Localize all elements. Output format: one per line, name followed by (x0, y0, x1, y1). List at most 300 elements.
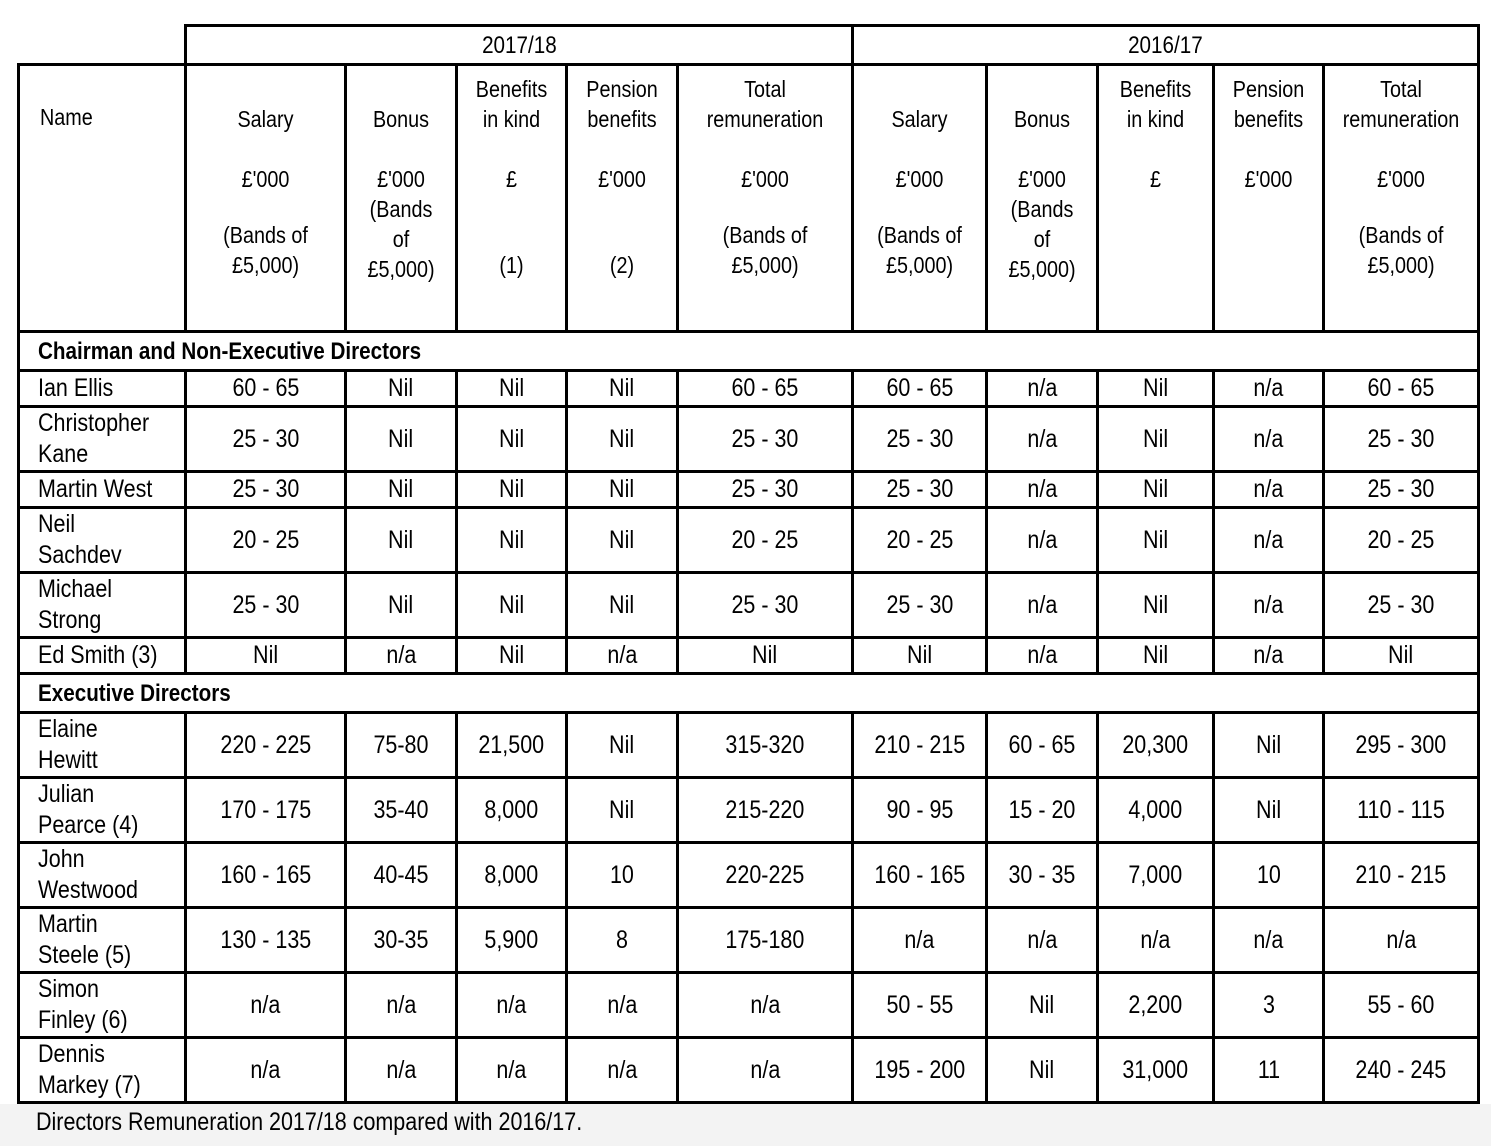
value-cell (678, 371, 853, 407)
value-cell (987, 713, 1098, 778)
column-header (346, 65, 457, 332)
value-cell (1324, 973, 1479, 1038)
value-text: n/a (250, 990, 281, 1019)
column-header (186, 65, 346, 332)
value-text: 25 - 30 (886, 475, 953, 503)
value-cell (457, 908, 567, 973)
value-cell (678, 407, 853, 472)
value-cell (186, 638, 346, 674)
value-text: 130 - 135 (220, 925, 311, 954)
value-text: 210 - 215 (1355, 860, 1447, 889)
column-header-unit: £'000 (241, 166, 290, 192)
column-header-title: Benefits in kind (1119, 76, 1192, 132)
column-header-unit: £'000 (741, 166, 789, 192)
value-cell (346, 908, 457, 973)
table-row (19, 973, 1479, 1038)
value-text: Nil (388, 475, 414, 503)
value-cell (1324, 371, 1479, 407)
value-cell (346, 371, 457, 407)
value-text: 8,000 (484, 795, 539, 824)
value-cell (567, 573, 678, 638)
value-text: 20 - 25 (232, 525, 299, 554)
value-text: Nil (609, 475, 635, 503)
table-row (19, 573, 1479, 638)
value-text: Nil (1142, 590, 1169, 619)
value-text: Nil (609, 590, 635, 619)
value-cell (987, 472, 1098, 508)
value-text: Nil (1142, 525, 1169, 554)
value-text: Nil (1029, 1055, 1055, 1084)
value-text: n/a (1027, 590, 1057, 619)
director-name: Elaine Hewitt (38, 715, 98, 774)
value-cell (987, 508, 1098, 573)
value-cell (678, 908, 853, 973)
director-name-cell (19, 713, 186, 778)
value-text: 25 - 30 (232, 424, 299, 453)
section-title-text: Executive Directors (38, 679, 231, 707)
value-cell (853, 573, 987, 638)
value-text: 160 - 165 (220, 860, 311, 889)
value-text: n/a (1253, 590, 1284, 619)
value-text: 25 - 30 (731, 590, 799, 619)
value-text: 60 - 65 (886, 374, 953, 402)
value-text: 20,300 (1122, 730, 1189, 759)
value-cell (1214, 407, 1324, 472)
value-cell (1098, 778, 1214, 843)
value-cell (1214, 638, 1324, 674)
value-text: n/a (386, 990, 416, 1019)
value-text: n/a (1027, 475, 1057, 503)
value-cell (567, 508, 678, 573)
table-row (19, 407, 1479, 472)
value-text: 25 - 30 (1367, 424, 1435, 453)
value-cell (186, 973, 346, 1038)
value-text: n/a (496, 990, 527, 1019)
value-text: Nil (609, 730, 635, 759)
value-cell (1214, 713, 1324, 778)
value-cell (567, 1038, 678, 1103)
value-cell (186, 843, 346, 908)
table-row (19, 371, 1479, 407)
value-cell (186, 713, 346, 778)
table-row (19, 472, 1479, 508)
value-text: 3 (1262, 990, 1275, 1019)
value-cell (1324, 638, 1479, 674)
value-cell (1324, 573, 1479, 638)
value-text: Nil (498, 374, 525, 402)
value-cell (678, 778, 853, 843)
value-cell (186, 472, 346, 508)
value-cell (346, 508, 457, 573)
value-text: 25 - 30 (232, 475, 299, 503)
value-text: 11 (1257, 1055, 1280, 1084)
value-text: 10 (610, 860, 634, 889)
value-text: 170 - 175 (220, 795, 311, 824)
value-text: n/a (1253, 925, 1284, 954)
value-cell (186, 778, 346, 843)
value-cell (678, 973, 853, 1038)
value-text: 35-40 (373, 795, 429, 824)
column-header (1214, 65, 1324, 332)
value-text: 160 - 165 (874, 860, 965, 889)
value-text: Nil (498, 525, 525, 554)
value-text: Nil (388, 590, 414, 619)
value-text: 20 - 25 (1367, 525, 1435, 554)
value-cell (567, 713, 678, 778)
value-cell (1098, 1038, 1214, 1103)
value-cell (1214, 573, 1324, 638)
value-cell (567, 472, 678, 508)
value-cell (1214, 1038, 1324, 1103)
director-name-cell (19, 1038, 186, 1103)
director-name: Michael Strong (38, 575, 113, 634)
value-cell (1324, 508, 1479, 573)
column-header-title: Total remuneration (1342, 76, 1460, 132)
value-cell (1098, 472, 1214, 508)
value-text: 25 - 30 (731, 475, 799, 503)
value-text: Nil (752, 641, 778, 669)
value-cell (457, 472, 567, 508)
column-header-row (19, 65, 1479, 332)
value-cell (678, 472, 853, 508)
value-cell (853, 508, 987, 573)
value-cell (1324, 778, 1479, 843)
value-text: n/a (1027, 424, 1057, 453)
value-text: Nil (1255, 795, 1282, 824)
value-text: 25 - 30 (731, 424, 799, 453)
value-text: Nil (498, 590, 525, 619)
value-cell (457, 407, 567, 472)
value-cell (346, 1038, 457, 1103)
value-text: n/a (607, 1055, 637, 1084)
value-cell (853, 713, 987, 778)
value-text: Nil (498, 475, 525, 503)
table-row (19, 908, 1479, 973)
value-text: 90 - 95 (886, 795, 953, 824)
director-name: Neil Sachdev (38, 510, 122, 569)
value-cell (853, 1038, 987, 1103)
value-text: n/a (904, 925, 935, 954)
value-text: Nil (1388, 641, 1414, 669)
value-cell (346, 638, 457, 674)
director-name: John Westwood (38, 845, 138, 904)
value-text: 20 - 25 (731, 525, 799, 554)
value-text: 8,000 (484, 860, 539, 889)
value-text: 60 - 65 (1367, 374, 1435, 402)
value-cell (853, 908, 987, 973)
column-header (1324, 65, 1479, 332)
column-header-note: (Bands of £5,000) (877, 222, 962, 278)
value-cell (186, 407, 346, 472)
table-row (19, 713, 1479, 778)
value-cell (987, 843, 1098, 908)
value-text: 315-320 (725, 730, 805, 759)
column-header-unit: £'000 (Bands of £5,000) (1008, 166, 1076, 282)
value-cell (186, 371, 346, 407)
value-cell (346, 407, 457, 472)
value-text: 10 (1256, 860, 1281, 889)
value-text: n/a (607, 990, 637, 1019)
value-cell (346, 778, 457, 843)
column-header-unit: £ (505, 166, 517, 192)
table-caption: Directors Remuneration 2017/18 compared with 2016/17. (36, 1108, 583, 1136)
value-cell (678, 508, 853, 573)
value-text: Nil (1142, 475, 1169, 503)
value-cell (1214, 508, 1324, 573)
director-name-cell (19, 778, 186, 843)
value-text: n/a (1253, 641, 1284, 669)
value-cell (987, 407, 1098, 472)
value-text: Nil (498, 641, 525, 669)
value-cell (853, 371, 987, 407)
value-cell (853, 407, 987, 472)
column-header-title: Pension benefits (586, 76, 658, 132)
director-name: Dennis Markey (7) (38, 1040, 141, 1099)
table-row (19, 1038, 1479, 1103)
value-text: n/a (1253, 374, 1284, 402)
value-cell (678, 573, 853, 638)
value-text: n/a (386, 641, 416, 669)
table-row (19, 843, 1479, 908)
value-cell (987, 1038, 1098, 1103)
value-cell (567, 371, 678, 407)
director-name-cell (19, 573, 186, 638)
value-cell (1098, 713, 1214, 778)
value-cell (457, 778, 567, 843)
value-text: 60 - 65 (232, 374, 299, 402)
value-text: 40-45 (373, 860, 429, 889)
value-text: n/a (1027, 641, 1057, 669)
column-header-title: Total remuneration (706, 76, 824, 132)
director-name: Ian Ellis (38, 374, 114, 402)
column-header-title: Pension benefits (1232, 76, 1305, 132)
value-cell (1214, 973, 1324, 1038)
column-header (678, 65, 853, 332)
value-cell (567, 407, 678, 472)
value-text: 25 - 30 (886, 590, 953, 619)
value-cell (1098, 573, 1214, 638)
value-text: 295 - 300 (1355, 730, 1447, 759)
value-text: Nil (252, 641, 279, 669)
value-cell (457, 1038, 567, 1103)
column-header-title: Bonus (372, 106, 430, 132)
value-cell (1098, 508, 1214, 573)
table-row (19, 638, 1479, 674)
value-text: 110 - 115 (1357, 795, 1445, 824)
year-header-2017-18: 2017/18 (186, 26, 853, 65)
section-header-row (19, 332, 1479, 371)
remuneration-table (17, 24, 1480, 1104)
value-cell (457, 973, 567, 1038)
value-text: Nil (1142, 424, 1169, 453)
value-text: Nil (1142, 374, 1169, 402)
value-cell (457, 713, 567, 778)
value-cell (186, 573, 346, 638)
value-cell (567, 973, 678, 1038)
director-name-cell (19, 407, 186, 472)
value-text: n/a (386, 1055, 416, 1084)
value-text: Nil (388, 374, 414, 402)
column-header-note: (Bands of £5,000) (722, 222, 808, 278)
value-text: 15 - 20 (1008, 795, 1076, 824)
director-name: Martin Steele (5) (38, 910, 132, 969)
column-header (457, 65, 567, 332)
value-cell (1214, 778, 1324, 843)
value-text: 4,000 (1128, 795, 1183, 824)
director-name-cell (19, 508, 186, 573)
value-cell (1214, 472, 1324, 508)
director-name: Simon Finley (6) (38, 975, 128, 1034)
director-name-cell (19, 843, 186, 908)
value-text: n/a (1027, 925, 1057, 954)
column-header-title: Salary (891, 106, 948, 132)
value-cell (457, 638, 567, 674)
value-text: 240 - 245 (1355, 1055, 1447, 1084)
value-text: 220 - 225 (220, 730, 311, 759)
column-header-unit: £'000 (Bands of £5,000) (367, 166, 435, 282)
column-header-note: (2) (609, 252, 635, 278)
director-name: Christopher Kane (38, 409, 150, 468)
value-cell (1098, 908, 1214, 973)
column-header-note: (1) (499, 252, 524, 278)
value-cell (1098, 371, 1214, 407)
value-text: 20 - 25 (886, 525, 953, 554)
value-cell (1214, 371, 1324, 407)
value-cell (1324, 1038, 1479, 1103)
value-text: Nil (388, 424, 414, 453)
value-cell (567, 908, 678, 973)
value-text: 195 - 200 (874, 1055, 965, 1084)
value-text: 210 - 215 (874, 730, 965, 759)
section-title (19, 674, 1479, 713)
director-name-cell (19, 638, 186, 674)
value-text: n/a (607, 641, 637, 669)
value-text: n/a (496, 1055, 527, 1084)
value-cell (987, 908, 1098, 973)
value-text: 55 - 60 (1367, 990, 1435, 1019)
value-cell (987, 371, 1098, 407)
value-cell (853, 472, 987, 508)
value-cell (1098, 843, 1214, 908)
value-text: Nil (1255, 730, 1282, 759)
column-header (987, 65, 1098, 332)
table-row (19, 508, 1479, 573)
column-header-unit: £'000 (895, 166, 944, 192)
value-cell (853, 778, 987, 843)
column-header-title: Salary (237, 106, 294, 132)
value-text: 60 - 65 (1008, 730, 1076, 759)
value-text: 8 (616, 925, 628, 954)
value-text: 25 - 30 (1367, 590, 1435, 619)
value-cell (346, 713, 457, 778)
value-cell (346, 472, 457, 508)
value-cell (1324, 407, 1479, 472)
value-cell (1098, 973, 1214, 1038)
value-cell (457, 508, 567, 573)
value-text: n/a (1386, 925, 1416, 954)
year-header-row (19, 26, 1479, 65)
value-text: n/a (1253, 424, 1284, 453)
value-text: 50 - 55 (886, 990, 953, 1019)
column-header-title: Bonus (1013, 106, 1071, 132)
value-cell (567, 843, 678, 908)
value-text: Nil (609, 374, 635, 402)
value-cell (853, 638, 987, 674)
value-cell (987, 573, 1098, 638)
value-cell (678, 843, 853, 908)
value-text: n/a (1027, 374, 1057, 402)
column-header-unit: £'000 (1244, 166, 1293, 192)
column-header (853, 65, 987, 332)
value-cell (457, 371, 567, 407)
value-cell (457, 573, 567, 638)
value-text: n/a (1253, 475, 1284, 503)
value-text: n/a (750, 990, 780, 1019)
value-cell (1324, 843, 1479, 908)
value-cell (567, 778, 678, 843)
value-cell (1324, 713, 1479, 778)
value-text: Nil (1029, 990, 1055, 1019)
value-text: 25 - 30 (232, 590, 299, 619)
value-text: 21,500 (478, 730, 545, 759)
name-column-header: Name (19, 65, 186, 332)
column-header-note: (Bands of £5,000) (1358, 222, 1444, 278)
director-name: Julian Pearce (4) (38, 780, 139, 839)
column-header-unit: £'000 (598, 166, 646, 192)
value-text: n/a (750, 1055, 780, 1084)
value-cell (853, 843, 987, 908)
value-cell (678, 638, 853, 674)
column-header-unit: £ (1149, 166, 1161, 192)
year-header-2016-17: 2016/17 (853, 26, 1479, 65)
value-text: 7,000 (1128, 860, 1183, 889)
value-text: 5,900 (484, 925, 539, 954)
value-cell (346, 973, 457, 1038)
column-header-unit: £'000 (1377, 166, 1425, 192)
value-cell (678, 1038, 853, 1103)
value-cell (186, 508, 346, 573)
value-text: 30-35 (373, 925, 429, 954)
section-title-text: Chairman and Non-Executive Directors (38, 337, 422, 365)
value-text: Nil (609, 424, 635, 453)
value-text: 30 - 35 (1008, 860, 1076, 889)
table-row (19, 778, 1479, 843)
value-cell (1214, 843, 1324, 908)
director-name-cell (19, 973, 186, 1038)
value-cell (346, 843, 457, 908)
value-text: Nil (609, 795, 635, 824)
value-cell (186, 1038, 346, 1103)
value-text: Nil (609, 525, 635, 554)
value-cell (1098, 638, 1214, 674)
value-text: 60 - 65 (731, 374, 799, 402)
value-text: Nil (1142, 641, 1169, 669)
value-cell (987, 778, 1098, 843)
value-text: Nil (906, 641, 933, 669)
director-name-cell (19, 908, 186, 973)
value-cell (678, 713, 853, 778)
value-cell (1324, 472, 1479, 508)
value-text: 31,000 (1122, 1055, 1189, 1084)
value-text: 215-220 (725, 795, 805, 824)
value-text: n/a (1140, 925, 1171, 954)
table-body (19, 26, 1479, 1103)
value-cell (457, 843, 567, 908)
value-text: n/a (1253, 525, 1284, 554)
remuneration-table-wrapper (17, 24, 1477, 1104)
director-name-cell (19, 472, 186, 508)
value-text: 25 - 30 (886, 424, 953, 453)
